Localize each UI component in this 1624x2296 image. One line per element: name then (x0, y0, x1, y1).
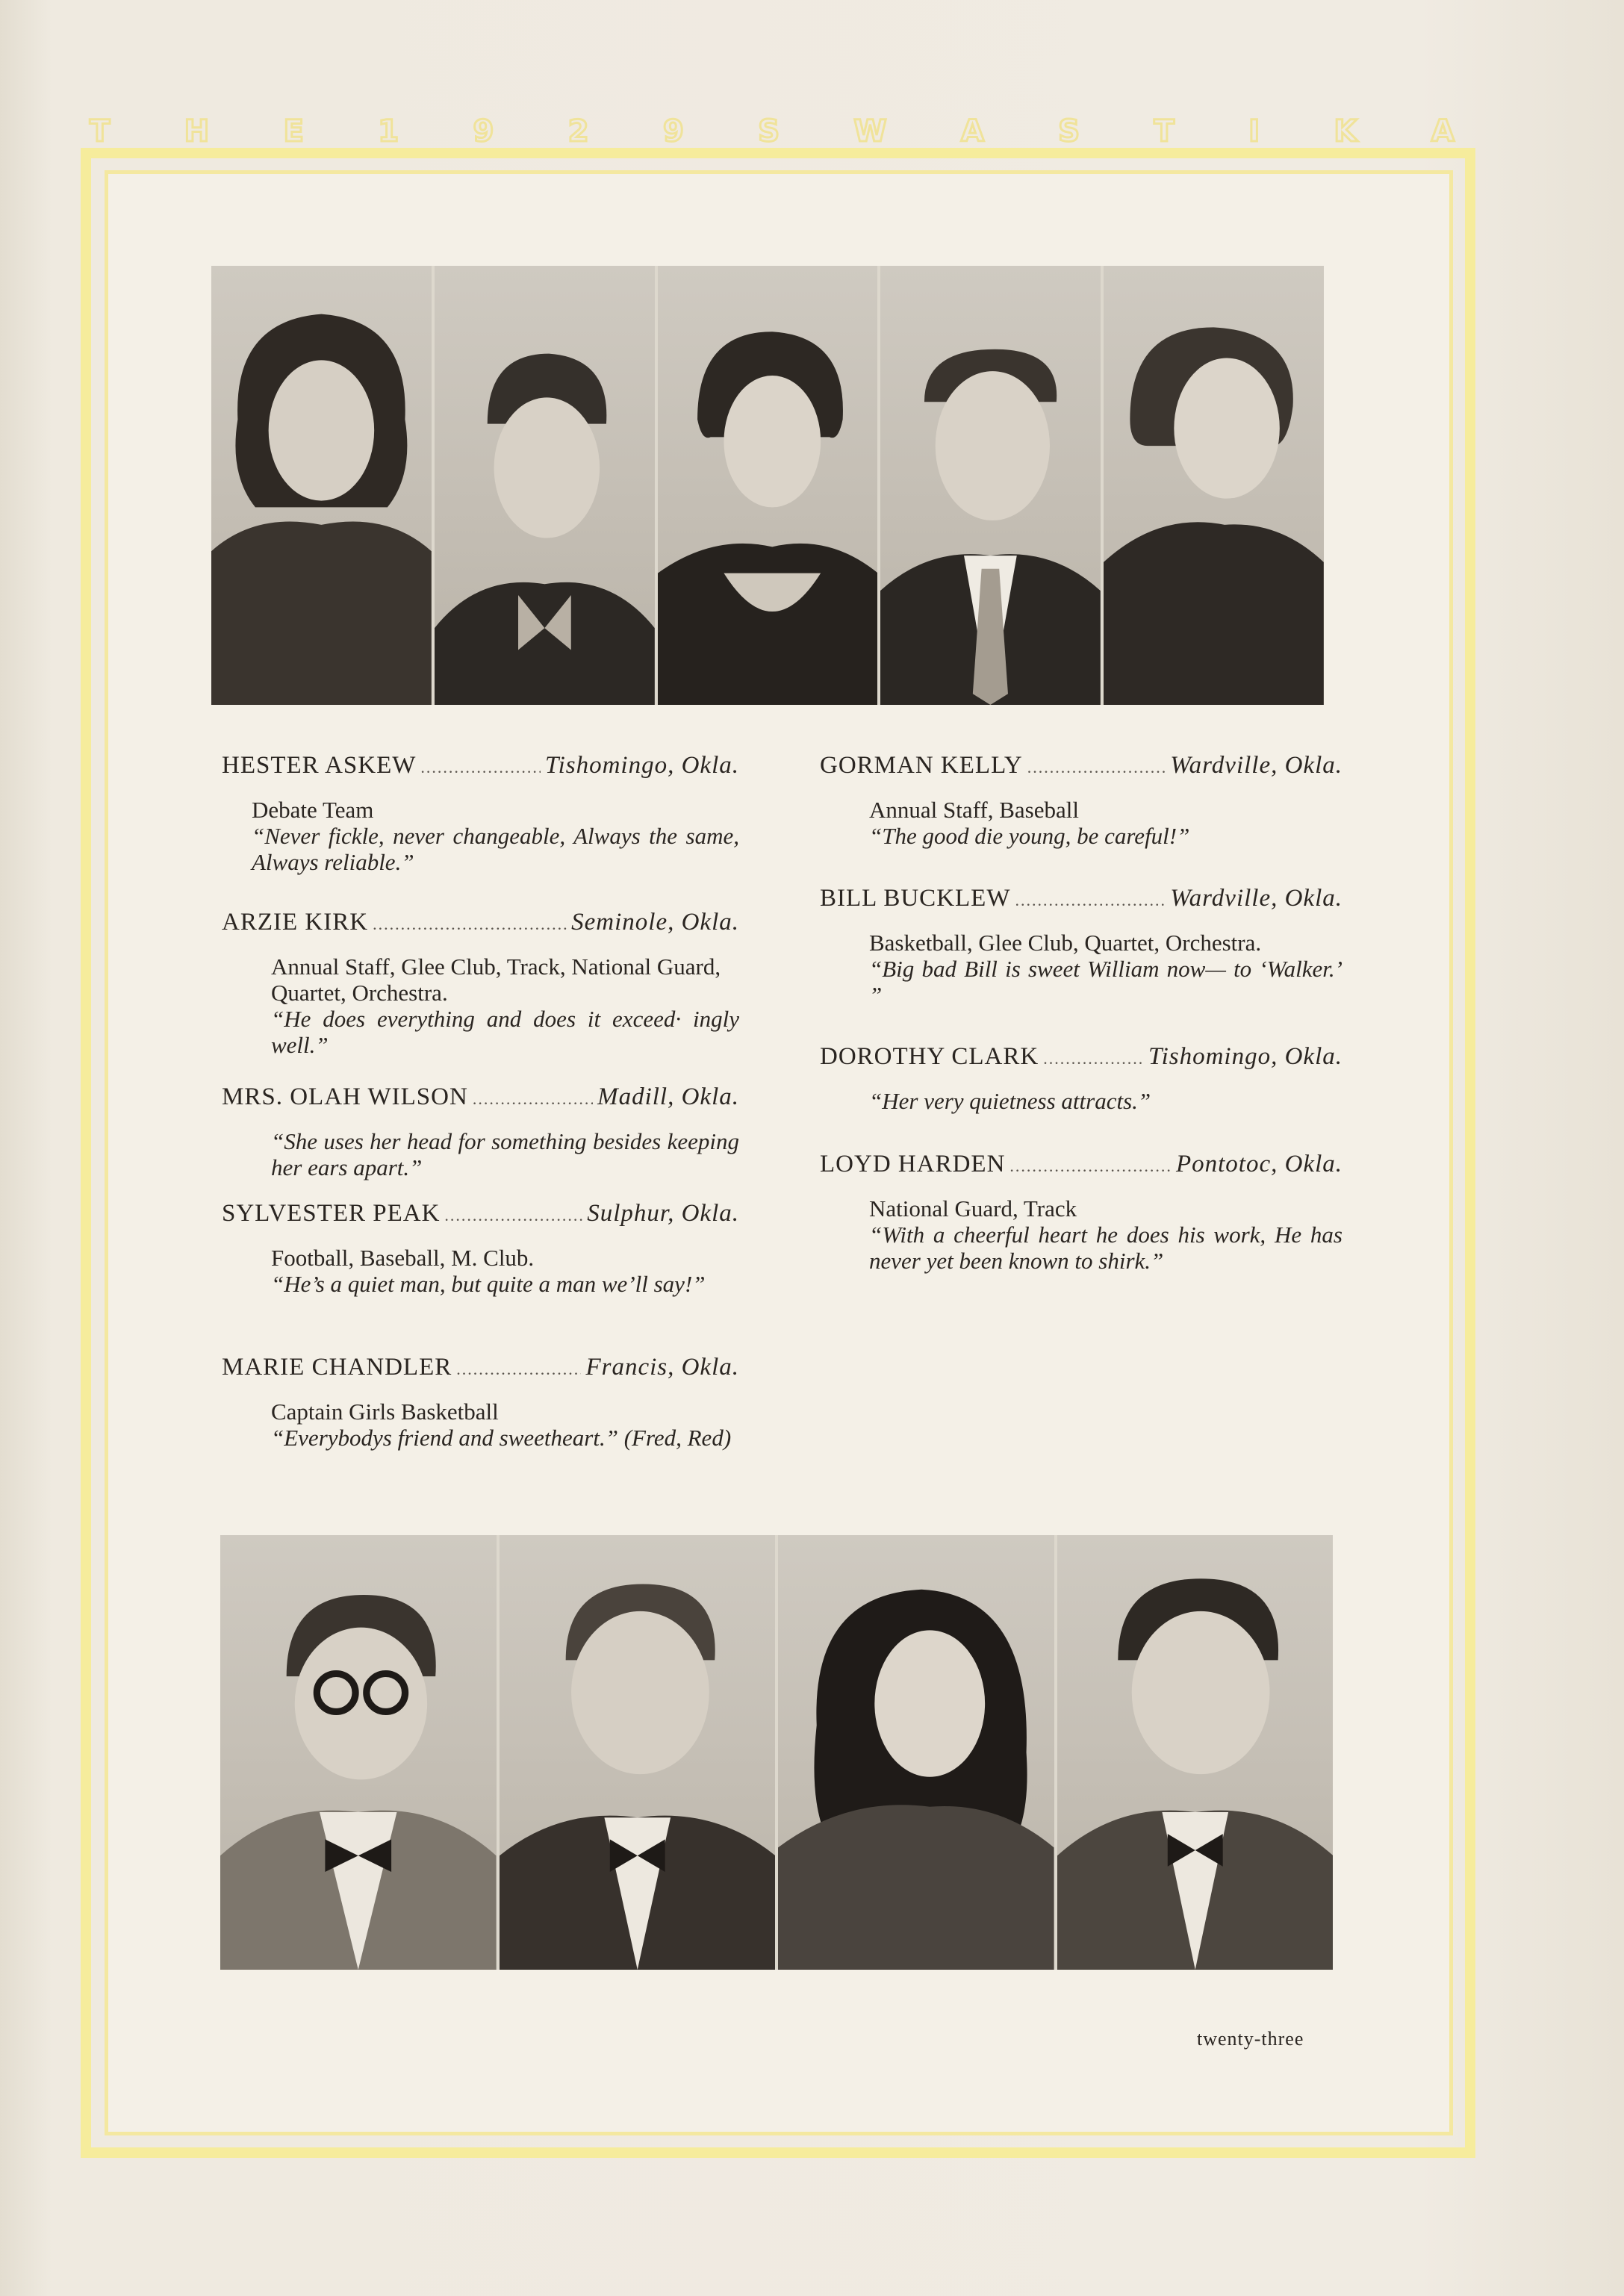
senior-entry (820, 753, 1343, 849)
portrait-photo (880, 266, 1101, 705)
quote: “The good die young, be careful!” (869, 823, 1190, 849)
portrait-photo (435, 266, 655, 705)
student-name: HESTER ASKEW (222, 752, 417, 779)
quote: “He does everything and does it exceed· ingly well.” (271, 1006, 739, 1058)
running-head-letter: 9 (473, 114, 496, 149)
activities: Football, Baseball, M. Club. (271, 1245, 535, 1271)
quote: “Big bad Bill is sweet William now— to ‘Walker.’ ” (869, 956, 1343, 1008)
activities: Captain Girls Basketball (271, 1399, 499, 1425)
portrait-photo (220, 1535, 497, 1970)
hometown: Tishomingo, Okla. (1148, 1043, 1343, 1070)
portrait-figure-icon (211, 266, 432, 705)
student-name: ARZIE KIRK (222, 909, 369, 936)
student-name: LOYD HARDEN (820, 1151, 1006, 1177)
leader-dots (444, 1201, 582, 1228)
quote: “Her very quietness attracts.” (869, 1088, 1151, 1114)
portrait-figure-icon (435, 266, 655, 705)
student-name: GORMAN KELLY (820, 752, 1023, 779)
hometown: Wardville, Okla. (1170, 885, 1343, 912)
portrait-photo (500, 1535, 776, 1970)
portrait-figure-icon (1057, 1535, 1334, 1970)
student-name: DOROTHY CLARK (820, 1043, 1039, 1070)
senior-entry (820, 886, 1343, 1008)
running-head-letter: T (1154, 114, 1176, 149)
senior-entry (820, 1151, 1343, 1274)
running-head-letter: 9 (662, 114, 685, 149)
leader-dots (1027, 753, 1166, 780)
senior-entry (222, 1084, 739, 1180)
running-head-letter: S (758, 114, 782, 149)
portrait-figure-icon (658, 266, 878, 705)
running-head-letter: W (853, 114, 889, 149)
running-head-letter: I (1248, 114, 1262, 149)
portrait-photo (658, 266, 878, 705)
hometown: Wardville, Okla. (1170, 752, 1343, 779)
leader-dots (1009, 1151, 1172, 1179)
senior-entry (222, 1354, 739, 1451)
leader-dots (1015, 886, 1166, 913)
hometown: Sulphur, Okla. (587, 1200, 739, 1227)
quote: “With a cheerful heart he does his work, He has never yet been known to shirk.” (869, 1222, 1343, 1274)
portrait-photo (1104, 266, 1324, 705)
activities: Annual Staff, Baseball (869, 797, 1079, 823)
running-head-letter: A (1431, 114, 1456, 149)
hometown: Pontotoc, Okla. (1175, 1151, 1343, 1177)
activities: Basketball, Glee Club, Quartet, Orchestra. (869, 930, 1262, 956)
student-name: BILL BUCKLEW (820, 885, 1011, 912)
hometown: Tishomingo, Okla. (545, 752, 739, 779)
quote: “He’s a quiet man, but quite a man we’ll say!” (271, 1271, 706, 1297)
top-portrait-strip (211, 266, 1324, 705)
portrait-figure-icon (778, 1535, 1054, 1970)
running-head-letter: H (184, 114, 211, 149)
running-head-letter: 2 (567, 114, 591, 149)
running-head-letter: T (90, 114, 112, 149)
activities: National Guard, Track (869, 1195, 1077, 1222)
quote: “She uses her head for something besides keeping her ears apart.” (271, 1128, 739, 1180)
activities: Debate Team (252, 797, 374, 823)
running-head-letter: S (1058, 114, 1082, 149)
leader-dots (373, 909, 567, 937)
student-name: MARIE CHANDLER (222, 1354, 452, 1381)
student-name: SYLVESTER PEAK (222, 1200, 441, 1227)
portrait-figure-icon (220, 1535, 497, 1970)
hometown: Seminole, Okla. (571, 909, 739, 936)
quote: “Never fickle, never changeable, Always the same, Always reliable.” (252, 823, 739, 875)
portrait-figure-icon (1104, 266, 1324, 705)
student-name: MRS. OLAH WILSON (222, 1083, 468, 1110)
bottom-portrait-strip (220, 1535, 1333, 1970)
portrait-photo (211, 266, 432, 705)
leader-dots (456, 1354, 581, 1382)
leader-dots (473, 1084, 593, 1112)
portrait-photo (778, 1535, 1054, 1970)
hometown: Madill, Okla. (597, 1083, 739, 1110)
leader-dots (420, 753, 541, 780)
senior-entry (222, 909, 739, 1058)
senior-entry (820, 1044, 1343, 1114)
running-head (90, 113, 1456, 149)
senior-entry (222, 753, 739, 875)
portrait-figure-icon (500, 1535, 776, 1970)
senior-entry (222, 1201, 739, 1297)
hometown: Francis, Okla. (585, 1354, 739, 1381)
running-head-letter: K (1334, 114, 1359, 149)
page-number: twenty-three (1197, 2028, 1304, 2050)
quote: “Everybodys friend and sweetheart.” (Fred, Red) (271, 1425, 732, 1451)
running-head-letter: A (960, 114, 986, 149)
activities: Annual Staff, Glee Club, Track, National Guard, Quartet, Orchestra. (271, 953, 721, 1006)
leader-dots (1043, 1044, 1144, 1071)
portrait-figure-icon (880, 266, 1101, 705)
running-head-letter: 1 (378, 114, 401, 149)
portrait-photo (1057, 1535, 1334, 1970)
running-head-letter: E (283, 114, 305, 149)
